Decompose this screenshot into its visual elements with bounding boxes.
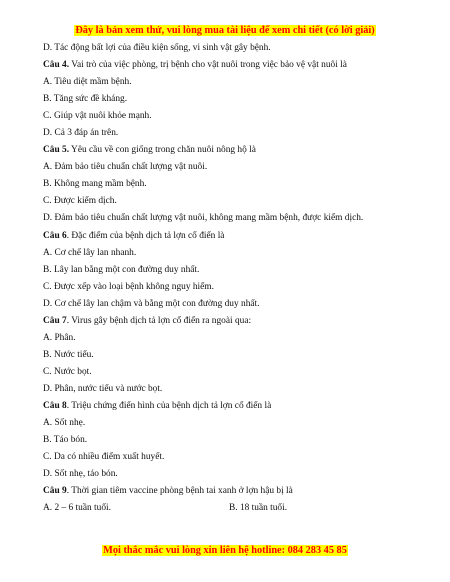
- question-stem: [43, 398, 415, 415]
- answer-option: B. 18 tuần tuổi.: [229, 503, 288, 514]
- question-text: . Thời gian tiêm vaccine phòng bệnh tai xanh ở lợn hậu bị là: [66, 486, 293, 497]
- contact-banner: [0, 545, 450, 556]
- answer-option: D. Cơ chế lây lan chậm và bằng một con đường duy nhất.: [43, 298, 260, 309]
- question-text: . Virus gây bệnh dịch tả lợn cổ điển ra ngoài qua:: [66, 315, 252, 326]
- question-label: Câu 9: [43, 486, 67, 497]
- document-body: [43, 40, 415, 517]
- answer-option: B. Nước tiểu.: [43, 349, 94, 360]
- answer-option: D. Sốt nhẹ, táo bón.: [43, 469, 118, 480]
- option-row: [43, 500, 415, 517]
- question-label: Câu 7: [43, 315, 67, 326]
- answer-option: B. Không mang mầm bệnh.: [43, 179, 147, 190]
- question-stem: [43, 142, 415, 159]
- question-text: Yêu cầu về con giống trong chăn nuôi nông hộ là: [71, 145, 256, 156]
- question-label: Câu 8: [43, 400, 67, 411]
- question-label: Câu 6: [43, 230, 67, 241]
- answer-option: B. Táo bón.: [43, 435, 88, 446]
- question-stem: [43, 57, 415, 74]
- question-stem: [43, 483, 415, 500]
- answer-option: A. Đảm bảo tiêu chuẩn chất lượng vật nuôi.: [43, 162, 208, 173]
- question-text: . Đặc điểm của bệnh dịch tả lợn cổ điển là: [66, 230, 225, 241]
- answer-option: A. Cơ chế lây lan nhanh.: [43, 247, 137, 258]
- answer-option: A. 2 – 6 tuần tuổi.: [43, 503, 111, 514]
- question-label: Câu 4.: [43, 60, 70, 71]
- preview-notice-text: Đây là bản xem thử, vui lòng mua tài liệu để xem chi tiết (có lời giải): [75, 25, 375, 36]
- question-list: [43, 57, 415, 517]
- question-stem: [43, 228, 415, 245]
- answer-option: A. Sốt nhẹ.: [43, 418, 86, 429]
- preview-notice-banner: [0, 25, 450, 36]
- answer-option: C. Nước bọt.: [43, 366, 92, 377]
- answer-option: A. Phân.: [43, 332, 76, 343]
- answer-option: B. Lây lan bằng một con đường duy nhất.: [43, 264, 200, 275]
- question-stem: [43, 313, 415, 330]
- answer-option: C. Giúp vật nuôi khỏe mạnh.: [43, 111, 152, 122]
- question-label: Câu 5.: [43, 145, 70, 156]
- question-text: . Triệu chứng điển hình của bệnh dịch tả lợn cổ điển là: [66, 400, 272, 411]
- answer-option: A. Tiêu diệt mầm bệnh.: [43, 77, 132, 88]
- answer-option: C. Da có nhiều điểm xuất huyết.: [43, 452, 165, 463]
- answer-option: D. Cả 3 đáp án trên.: [43, 128, 119, 139]
- answer-option: C. Được kiểm dịch.: [43, 196, 117, 207]
- carryover-option: D. Tác động bất lợi của điều kiện sống, vi sinh vật gây bệnh.: [43, 43, 271, 53]
- answer-option: C. Được xếp vào loại bệnh không nguy hiểm.: [43, 281, 214, 292]
- answer-option: B. Tăng sức đề kháng.: [43, 94, 128, 105]
- question-text: Vai trò của việc phòng, trị bệnh cho vật nuôi trong việc bảo vệ vật nuôi là: [71, 60, 347, 71]
- answer-option: D. Đảm bảo tiêu chuẩn chất lượng vật nuôi, không mang mầm bệnh, được kiểm dịch.: [43, 213, 364, 224]
- answer-option: D. Phân, nước tiểu và nước bọt.: [43, 383, 163, 394]
- contact-text: Mọi thắc mắc vui lòng xin liên hệ hotline: 084 283 45 85: [103, 545, 347, 556]
